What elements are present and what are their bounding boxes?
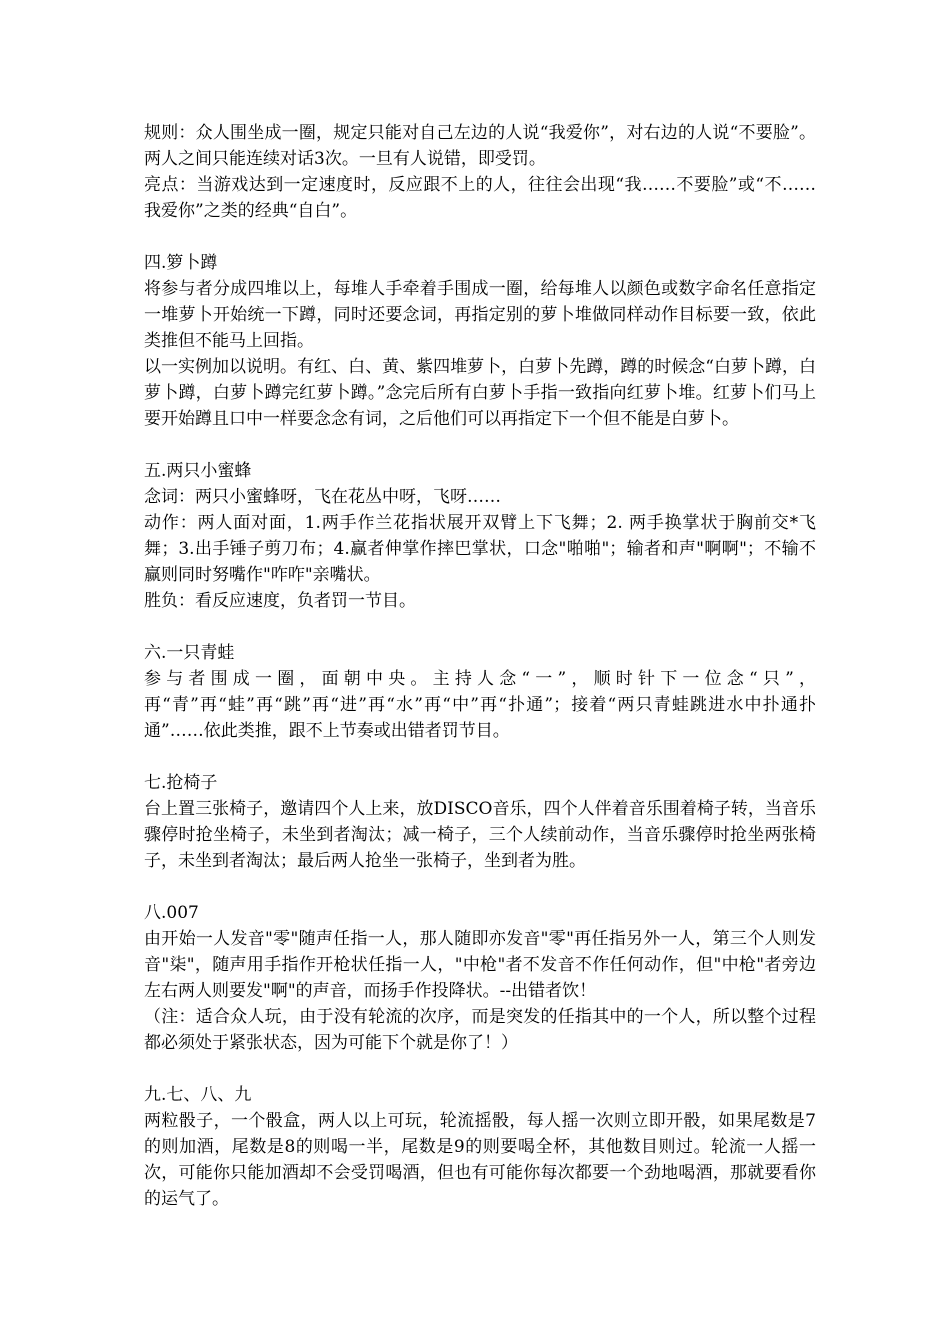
paragraph: 由开始一人发音"零"随声任指一人，那人随即亦发音"零"再任指另外一人，第三个人则发 音"柒"，随声用手指作开枪状任指一人，"中枪"者不发音不作任何动作，但"中枪"者旁边左右两人则要发"啊"的声音，而扬手作投降状。--出错者饮！ bbox=[144, 929, 816, 1001]
section-heading: 四.箩卜蹲 bbox=[144, 253, 218, 273]
paragraph: 胜负：看反应速度，负者罚一节目。 bbox=[144, 591, 416, 611]
paragraph: 以一实例加以说明。有红、白、黄、紫四堆萝卜，白萝卜先蹲，蹲的时候念“白萝卜蹲，白萝卜蹲，白萝卜蹲完红萝卜蹲。”念完后所有白萝卜手指一致指向红萝卜堆。红萝卜们马上要开始蹲且口中一样要念念有词，之后他们可以再指定下一个但不能是白萝卜。 bbox=[144, 357, 816, 429]
section-radish-squat bbox=[144, 250, 816, 432]
paragraph: 两粒骰子，一个骰盒，两人以上可玩，轮流摇骰，每人摇一次则立即开骰，如果尾数是7的则加酒，尾数是8的则喝一半，尾数是9的则要喝全杯，其他数目则过。轮流一人摇一次，可能你只能加酒却不会受罚喝酒，但也有可能你每次都要一个劲地喝酒，那就要看你的运气了。 bbox=[144, 1111, 816, 1209]
document-page bbox=[144, 120, 816, 1238]
paragraph-rules: 规则：众人围坐成一圈，规定只能对自己左边的人说“我爱你”，对右边的人说“不要脸”。两人之间只能连续对话3次。一旦有人说错，即受罚。 bbox=[144, 123, 816, 169]
paragraph: 动作：两人面对面，1.两手作兰花指状展开双臂上下飞舞；2. 两手换掌状于胸前交*飞舞；3.出手锤子剪刀布；4.赢者伸掌作摔巴掌状，口念"啪啪"；输者和声"啊啊"；不输不赢则同时努嘴作"咋咋"亲嘴状。 bbox=[144, 513, 816, 585]
section-two-bees bbox=[144, 458, 816, 614]
section-heading: 六.一只青蛙 bbox=[144, 643, 235, 663]
paragraph: 念词：两只小蜜蜂呀，飞在花丛中呀，飞呀…… bbox=[144, 487, 501, 507]
section-musical-chairs bbox=[144, 770, 816, 874]
paragraph-note: （注：适合众人玩，由于没有轮流的次序，而是突发的任指其中的一个人，所以整个过程都必须处于紧张状态，因为可能下个就是你了！） bbox=[144, 1007, 816, 1053]
paragraph: 将参与者分成四堆以上，每堆人手牵着手围成一圈，给每堆人以颜色或数字命名任意指定一堆萝卜开始统一下蹲，同时还要念词，再指定别的萝卜堆做同样动作目标要一致，依此类推但不能马上回指。 bbox=[144, 279, 816, 351]
section-heading: 八.007 bbox=[144, 903, 199, 923]
paragraph: 参与者围成一圈，面朝中央。主持人念“一”，顺时针下一位念“只”，再“青”再“蛙”再“跳”再“进”再“水”再“中”再“扑通”；接着“两只青蛙跳进水中扑通扑通”……依此类推，跟不上节奏或出错者罚节目。 bbox=[144, 669, 816, 741]
section-heading: 九.七、八、九 bbox=[144, 1085, 252, 1105]
section-one-frog bbox=[144, 640, 816, 744]
section-007 bbox=[144, 900, 816, 1056]
section-heading: 五.两只小蜜蜂 bbox=[144, 461, 252, 481]
paragraph: 台上置三张椅子，邀请四个人上来，放DISCO音乐，四个人伴着音乐围着椅子转，当音乐骤停时抢坐椅子，未坐到者淘汰；减一椅子，三个人续前动作，当音乐骤停时抢坐两张椅子，未坐到者淘汰；最后两人抢坐一张椅子，坐到者为胜。 bbox=[144, 799, 816, 871]
paragraph-highlight: 亮点：当游戏达到一定速度时，反应跟不上的人，往往会出现“我……不要脸”或“不……我爱你”之类的经典“自白”。 bbox=[144, 175, 816, 221]
section-heading: 七.抢椅子 bbox=[144, 773, 218, 793]
section-seven-eight-nine bbox=[144, 1082, 816, 1212]
section-rules-intro bbox=[144, 120, 816, 224]
